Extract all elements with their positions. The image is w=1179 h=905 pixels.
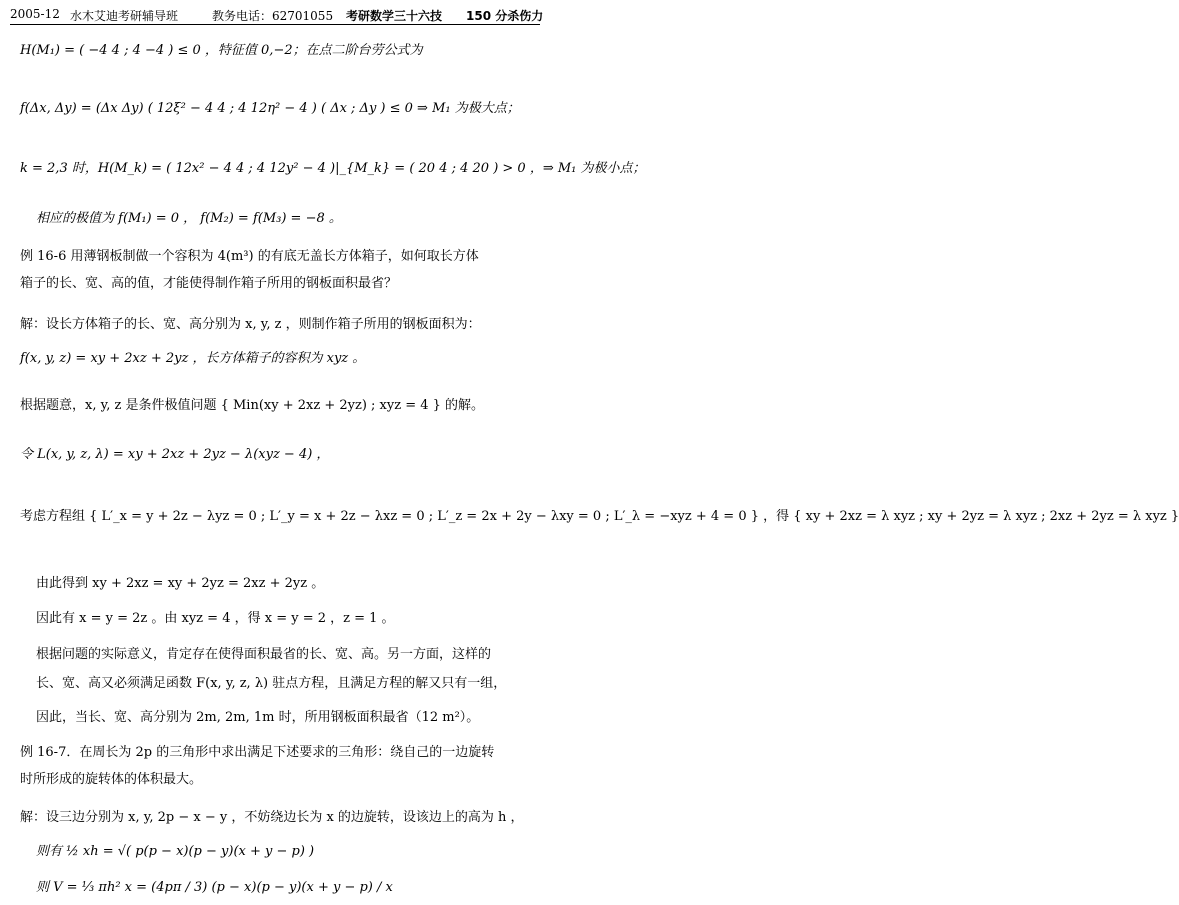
- area-function-line: f(x, y, z) = xy + 2xz + 2yz ，长方体箱子的容积为 xyz 。: [20, 351, 366, 366]
- meaning-line-1: 根据问题的实际意义，肯定存在使得面积最省的长、宽、高。另一方面，这样的: [36, 647, 492, 662]
- meaning-line-2: 长、宽、高又必须满足函数 F(x, y, z, λ) 驻点方程，且满足方程的解又只有一组，: [36, 676, 507, 691]
- example-16-6-line-1: 例 16-6 用薄钢板制做一个容积为 4(m³) 的有底无盖长方体箱子，如何取长方体: [20, 249, 479, 264]
- page-header: [10, 5, 544, 23]
- example-16-7-line-1: 例 16-7．在周长为 2p 的三角形中求出满足下述要求的三角形：绕自己的一边旋转: [20, 745, 495, 760]
- header-rule: [10, 24, 540, 25]
- equation-system-line: 考虑方程组 { L′_x = y + 2z − λyz = 0 ; L′_y = x + 2z − λxz = 0 ; L′_z = 2x + 2y − λxy = 0 ; L′_λ = −xyz + 4 = 0 } ，得 { xy + 2xz = λ xyz ; xy + 2yz = λ xyz ; 2xz + 2yz = λ xyz }: [20, 509, 1179, 524]
- example-16-7-line-2: 时所形成的旋转体的体积最大。: [20, 772, 203, 787]
- conclusion-line: 因此，当长、宽、高分别为 2m, 2m, 1m 时，所用钢板面积最省（12 m²）。: [36, 710, 480, 725]
- hessian-m1-line: H(M₁) = ( −4 4 ; 4 −4 ) ≤ 0 ，特征值 0,−2；在点二阶台劳公式为: [20, 43, 423, 58]
- header-school: 水木艾迪考研辅导班: [70, 9, 179, 23]
- hessian-mk-line: k = 2,3 时，H(M_k) = ( 12x² − 4 4 ; 4 12y² − 4 )|_{M_k} = ( 20 4 ; 4 20 ) > 0 ，⇒ M₁ 为极小点；: [20, 161, 646, 176]
- volume-formula-line: 则 V = ⅓ πh² x = (4pπ / 3) (p − x)(p − y)(x + y − p) / x: [36, 880, 393, 895]
- condition-problem-line: 根据题意，x, y, z 是条件极值问题 { Min(xy + 2xz + 2yz) ; xyz = 4 } 的解。: [20, 398, 485, 413]
- header-phone: 教务电话：62701055: [212, 9, 334, 23]
- header-series: 考研数学三十六技: [346, 9, 443, 23]
- result-line: 因此有 x = y = 2z 。由 xyz = 4 ，得 x = y = 2 ，z = 1 。: [36, 611, 395, 626]
- header-slogan: 150 分杀伤力: [466, 9, 544, 23]
- example-16-6-line-2: 箱子的长、宽、高的值，才能使得制作箱子所用的钢板面积最省？: [20, 276, 398, 291]
- derivation-line: 由此得到 xy + 2xz = xy + 2yz = 2xz + 2yz 。: [36, 576, 325, 591]
- header-date: 2005-12: [10, 7, 60, 21]
- taylor-formula-line: f(Δx, Δy) = (Δx Δy) ( 12ξ² − 4 4 ; 4 12η² − 4 ) ( Δx ; Δy ) ≤ 0 ⇒ M₁ 为极大点；: [20, 101, 520, 116]
- lagrangian-line: 令 L(x, y, z, λ) = xy + 2xz + 2yz − λ(xyz − 4) ，: [20, 447, 330, 462]
- solution-16-7-line-1: 解：设三边分别为 x, y, 2p − x − y ，不妨绕边长为 x 的边旋转，设该边上的高为 h ，: [20, 810, 524, 825]
- area-relation-line: 则有 ½ xh = √( p(p − x)(p − y)(x + y − p) ): [36, 844, 315, 859]
- extreme-values-line: 相应的极值为 f(M₁) = 0 ， f(M₂) = f(M₃) = −8 。: [36, 211, 342, 226]
- solution-16-6-line-1: 解：设长方体箱子的长、宽、高分别为 x, y, z ，则制作箱子所用的钢板面积为：: [20, 317, 481, 332]
